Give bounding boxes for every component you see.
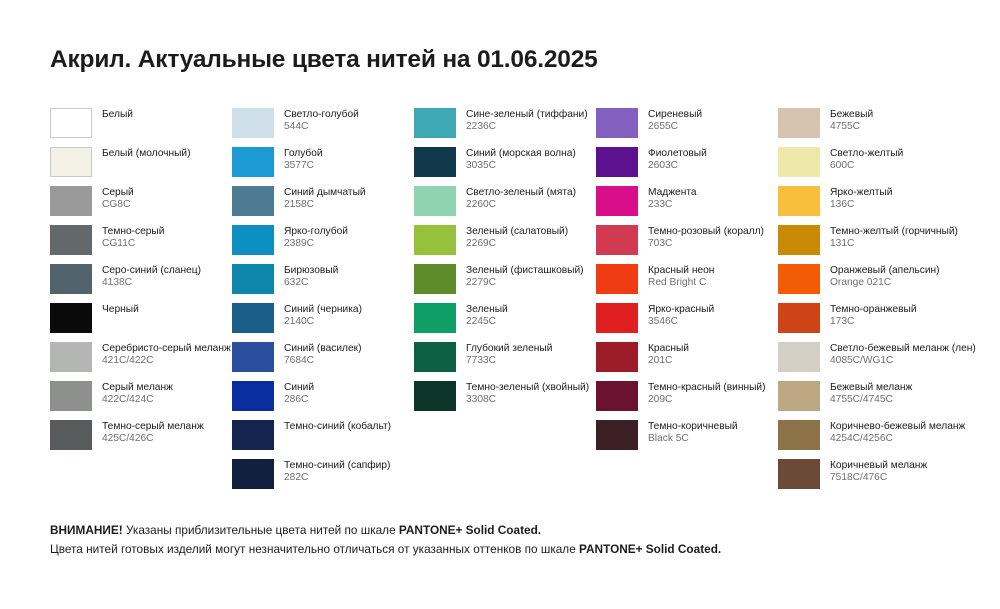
swatch-column-2: [232, 108, 414, 498]
color-swatch: [778, 459, 820, 489]
swatch-row[interactable]: [50, 303, 232, 342]
swatch-name: Светло-бежевый меланж (лен): [830, 343, 976, 354]
swatch-row[interactable]: [778, 147, 960, 186]
swatch-name: Темно-розовый (коралл): [648, 226, 764, 237]
swatch-name: Серо-синий (сланец): [102, 265, 201, 276]
swatch-labels: [456, 147, 576, 173]
swatch-code: 421C/422C: [102, 355, 154, 367]
color-swatch: [414, 264, 456, 294]
swatch-row[interactable]: [232, 342, 414, 381]
swatch-row[interactable]: [232, 303, 414, 342]
swatch-code: 2158C: [284, 199, 315, 211]
swatch-labels: [456, 108, 588, 134]
swatch-row[interactable]: [232, 264, 414, 303]
swatch-row[interactable]: [778, 459, 960, 498]
swatch-name: Серый: [102, 187, 134, 198]
swatch-labels: [92, 303, 139, 316]
footer-line-1: [50, 521, 950, 540]
swatch-labels: [274, 264, 338, 290]
swatch-name: Темно-синий (сапфир): [284, 460, 391, 471]
color-swatch: [232, 420, 274, 450]
color-swatch: [232, 108, 274, 138]
swatch-code: 2389C: [284, 238, 315, 250]
swatch-labels: [92, 342, 231, 368]
swatch-name: Красный неон: [648, 265, 715, 276]
swatch-row[interactable]: [50, 147, 232, 186]
color-swatch: [596, 420, 638, 450]
swatch-code: 7733C: [466, 355, 497, 367]
swatch-name: Темно-синий (кобальт): [284, 421, 392, 432]
swatch-row[interactable]: [232, 108, 414, 147]
swatch-labels: [92, 420, 204, 446]
swatch-name: Серебристо-серый меланж: [102, 343, 231, 354]
swatch-name: Светло-зеленый (мята): [466, 187, 577, 198]
swatch-name: Темно-зеленый (хвойный): [466, 382, 590, 393]
swatch-labels: [820, 147, 903, 173]
footer-line-2-text: Цвета нитей готовых изделий могут незначительно отличаться от указанных оттенков по шкале: [50, 542, 580, 557]
swatch-code: 4085C/WG1C: [830, 355, 894, 367]
swatch-code: 2603C: [648, 160, 679, 172]
color-swatch: [50, 420, 92, 450]
swatch-name: Зеленый (фисташковый): [466, 265, 584, 276]
page-title: Акрил. Актуальные цвета нитей на 01.06.2025: [50, 46, 598, 73]
swatch-column-5: [778, 108, 976, 498]
swatch-row[interactable]: [414, 225, 596, 264]
swatch-labels: [638, 264, 714, 290]
color-swatch: [778, 225, 820, 255]
swatch-labels: [820, 264, 940, 290]
swatch-labels: [274, 186, 366, 212]
swatch-name: Сине-зеленый (тиффани): [466, 109, 588, 120]
swatch-row[interactable]: [414, 342, 596, 381]
swatch-name: Синий дымчатый: [284, 187, 366, 198]
swatch-code: 4755C/4745C: [830, 394, 893, 406]
color-swatch: [778, 342, 820, 372]
swatch-labels: [274, 108, 359, 134]
color-swatch: [414, 303, 456, 333]
swatch-labels: [274, 342, 362, 368]
swatch-row[interactable]: [778, 381, 960, 420]
swatch-code: 2269C: [466, 238, 497, 250]
color-swatch: [414, 225, 456, 255]
swatch-code: 136C: [830, 199, 855, 211]
swatch-labels: [820, 420, 965, 446]
swatch-code: 600C: [830, 160, 855, 172]
color-swatch: [778, 186, 820, 216]
color-swatch: [50, 147, 92, 177]
swatch-labels: [274, 420, 391, 433]
swatch-row[interactable]: [778, 303, 960, 342]
color-swatch: [778, 108, 820, 138]
swatch-labels: [274, 147, 323, 173]
swatch-code: 544C: [284, 121, 309, 133]
swatch-code: 2245C: [466, 316, 497, 328]
color-swatch: [50, 342, 92, 372]
swatch-name: Зеленый (салатовый): [466, 226, 569, 237]
swatch-row[interactable]: [778, 342, 976, 381]
swatch-code: CG11C: [102, 238, 136, 250]
color-swatch: [596, 342, 638, 372]
swatch-code: 282C: [284, 472, 309, 484]
color-swatch: [596, 108, 638, 138]
swatch-code: CG8C: [102, 199, 131, 211]
swatch-name: Маджента: [648, 187, 697, 198]
swatch-code: 7518C/476C: [830, 472, 888, 484]
swatch-name: Светло-голубой: [284, 109, 359, 120]
color-swatch: [414, 186, 456, 216]
swatch-name: Синий (василек): [284, 343, 362, 354]
swatch-labels: [638, 420, 738, 446]
swatch-row[interactable]: [596, 381, 778, 420]
swatch-code: 632C: [284, 277, 309, 289]
swatch-labels: [456, 186, 576, 212]
swatch-name: Ярко-желтый: [830, 187, 893, 198]
swatch-labels: [638, 147, 707, 173]
swatch-labels: [820, 381, 912, 407]
swatch-labels: [92, 147, 190, 160]
swatch-column-3: [414, 108, 596, 498]
color-swatch: [596, 147, 638, 177]
swatch-labels: [456, 303, 508, 329]
color-swatch: [596, 381, 638, 411]
color-swatch: [232, 147, 274, 177]
swatch-labels: [456, 342, 552, 368]
color-swatch: [414, 342, 456, 372]
color-swatch: [50, 264, 92, 294]
swatch-row[interactable]: [596, 420, 778, 459]
swatch-row[interactable]: [778, 225, 960, 264]
swatch-labels: [456, 381, 589, 407]
swatch-name: Темно-коричневый: [648, 421, 738, 432]
color-swatch: [50, 108, 92, 138]
swatch-name: Фиолетовый: [648, 148, 707, 159]
swatch-row[interactable]: [414, 381, 596, 420]
swatch-row[interactable]: [232, 186, 414, 225]
swatch-code: 209C: [648, 394, 673, 406]
swatch-row[interactable]: [50, 108, 232, 147]
swatch-code: 7684C: [284, 355, 315, 367]
color-swatch: [232, 459, 274, 489]
swatch-column-1: [50, 108, 232, 498]
swatch-name: Темно-серый: [102, 226, 165, 237]
swatch-labels: [638, 303, 714, 329]
color-swatch: [50, 186, 92, 216]
swatch-row[interactable]: [596, 342, 778, 381]
color-swatch: [232, 225, 274, 255]
swatch-row[interactable]: [414, 303, 596, 342]
swatch-name: Темно-красный (винный): [648, 382, 766, 393]
swatch-code: 422C/424C: [102, 394, 154, 406]
color-swatch: [778, 264, 820, 294]
swatch-code: 2140C: [284, 316, 315, 328]
swatch-labels: [638, 186, 697, 212]
swatch-row[interactable]: [50, 186, 232, 225]
swatch-name: Черный: [102, 304, 139, 315]
swatch-labels: [820, 186, 892, 212]
swatch-labels: [820, 225, 958, 251]
swatch-labels: [638, 108, 702, 134]
swatch-name: Синий: [284, 382, 315, 393]
swatch-row[interactable]: [596, 108, 778, 147]
swatch-labels: [820, 342, 976, 368]
color-swatch: [414, 147, 456, 177]
swatch-code: 4138C: [102, 277, 133, 289]
swatch-name: Оранжевый (апельсин): [830, 265, 940, 276]
swatch-row[interactable]: [778, 108, 960, 147]
footer-attention-label: ВНИМАНИЕ!: [50, 523, 123, 537]
swatch-labels: [92, 225, 164, 251]
swatch-row[interactable]: [232, 420, 414, 459]
swatch-row[interactable]: [232, 459, 414, 498]
swatch-row[interactable]: [596, 303, 778, 342]
swatch-code: Black 5C: [648, 433, 689, 445]
swatch-labels: [274, 303, 362, 329]
swatch-code: 2260C: [466, 199, 497, 211]
color-swatch: [232, 186, 274, 216]
color-swatch: [50, 225, 92, 255]
swatch-row[interactable]: [50, 342, 232, 381]
footer-note: [50, 521, 950, 559]
swatch-code: 3035C: [466, 160, 497, 172]
swatch-row[interactable]: [596, 186, 778, 225]
swatch-row[interactable]: [596, 147, 778, 186]
color-swatch: [414, 381, 456, 411]
swatch-code: Red Bright C: [648, 277, 707, 289]
swatch-code: 4254C/4256C: [830, 433, 893, 445]
swatch-row[interactable]: [778, 420, 966, 459]
swatch-labels: [274, 381, 314, 407]
swatch-labels: [92, 264, 201, 290]
swatch-row[interactable]: [50, 264, 232, 303]
swatch-row[interactable]: [50, 381, 232, 420]
color-swatch: [232, 303, 274, 333]
swatch-labels: [92, 108, 133, 121]
swatch-code: 425C/426C: [102, 433, 154, 445]
footer-pantone-label-1: PANTONE+ Solid Coated.: [398, 523, 542, 537]
swatch-row[interactable]: [596, 225, 778, 264]
swatch-row[interactable]: [232, 381, 414, 420]
swatch-name: Сиреневый: [648, 109, 703, 120]
swatch-labels: [92, 186, 134, 212]
color-swatch: [596, 264, 638, 294]
swatch-row[interactable]: [414, 108, 596, 147]
swatch-name: Темно-серый меланж: [102, 421, 204, 432]
color-swatch: [778, 420, 820, 450]
swatch-code: 201C: [648, 355, 673, 367]
swatch-name: Зеленый: [466, 304, 508, 315]
swatch-labels: [92, 381, 173, 407]
swatch-row[interactable]: [50, 420, 232, 459]
swatch-row[interactable]: [414, 147, 596, 186]
swatch-labels: [274, 225, 348, 251]
swatch-name: Бирюзовый: [284, 265, 339, 276]
color-swatch: [50, 381, 92, 411]
swatch-row[interactable]: [414, 186, 596, 225]
swatch-row[interactable]: [232, 225, 414, 264]
swatch-labels: [456, 225, 568, 251]
swatch-column-4: [596, 108, 778, 498]
color-swatch: [778, 303, 820, 333]
color-swatch: [50, 303, 92, 333]
color-swatch: [596, 303, 638, 333]
swatch-code: 173C: [830, 316, 855, 328]
footer-line-2: [50, 540, 950, 559]
swatch-name: Белый: [102, 109, 133, 120]
swatch-row[interactable]: [778, 264, 960, 303]
swatch-name: Ярко-голубой: [284, 226, 348, 237]
swatch-code: 286C: [284, 394, 309, 406]
swatch-code: 3308C: [466, 394, 497, 406]
swatch-code: 3577C: [284, 160, 315, 172]
swatch-name: Коричневый меланж: [830, 460, 928, 471]
swatch-code: 3546C: [648, 316, 679, 328]
swatch-columns: [50, 108, 976, 498]
swatch-labels: [820, 459, 927, 485]
swatch-labels: [638, 342, 689, 368]
swatch-labels: [638, 225, 764, 251]
swatch-name: Голубой: [284, 148, 323, 159]
swatch-code: 2655C: [648, 121, 679, 133]
color-swatch: [232, 264, 274, 294]
swatch-name: Бежевый: [830, 109, 874, 120]
swatch-name: Темно-оранжевый: [830, 304, 917, 315]
color-swatch: [596, 186, 638, 216]
swatch-labels: [638, 381, 766, 407]
swatch-row[interactable]: [232, 147, 414, 186]
swatch-name: Темно-желтый (горчичный): [830, 226, 958, 237]
swatch-name: Ярко-красный: [648, 304, 715, 315]
swatch-name: Серый меланж: [102, 382, 173, 393]
swatch-labels: [456, 264, 584, 290]
color-swatch: [596, 225, 638, 255]
swatch-code: 4755C: [830, 121, 861, 133]
color-swatch: [232, 342, 274, 372]
swatch-name: Красный: [648, 343, 689, 354]
swatch-name: Белый (молочный): [102, 148, 191, 159]
swatch-code: 2279C: [466, 277, 497, 289]
swatch-labels: [820, 108, 873, 134]
swatch-name: Синий (морская волна): [466, 148, 576, 159]
swatch-name: Глубокий зеленый: [466, 343, 553, 354]
swatch-name: Синий (черника): [284, 304, 362, 315]
swatch-code: 131C: [830, 238, 855, 250]
swatch-row[interactable]: [596, 264, 778, 303]
swatch-name: Светло-желтый: [830, 148, 904, 159]
swatch-name: Бежевый меланж: [830, 382, 913, 393]
swatch-labels: [274, 459, 390, 485]
swatch-code: 233C: [648, 199, 673, 211]
color-swatch: [414, 108, 456, 138]
footer-pantone-label-2: PANTONE+ Solid Coated.: [579, 542, 722, 557]
swatch-name: Коричнево-бежевый меланж: [830, 421, 966, 432]
swatch-row[interactable]: [414, 264, 596, 303]
color-swatch: [778, 381, 820, 411]
swatch-row[interactable]: [50, 225, 232, 264]
swatch-labels: [820, 303, 917, 329]
swatch-code: 2236C: [466, 121, 497, 133]
swatch-code: 703C: [648, 238, 673, 250]
color-swatch: [778, 147, 820, 177]
swatch-row[interactable]: [778, 186, 960, 225]
swatch-code: Orange 021C: [830, 277, 892, 289]
color-swatch: [232, 381, 274, 411]
footer-line-1-text: Указаны приблизительные цвета нитей по шкале: [122, 523, 399, 537]
